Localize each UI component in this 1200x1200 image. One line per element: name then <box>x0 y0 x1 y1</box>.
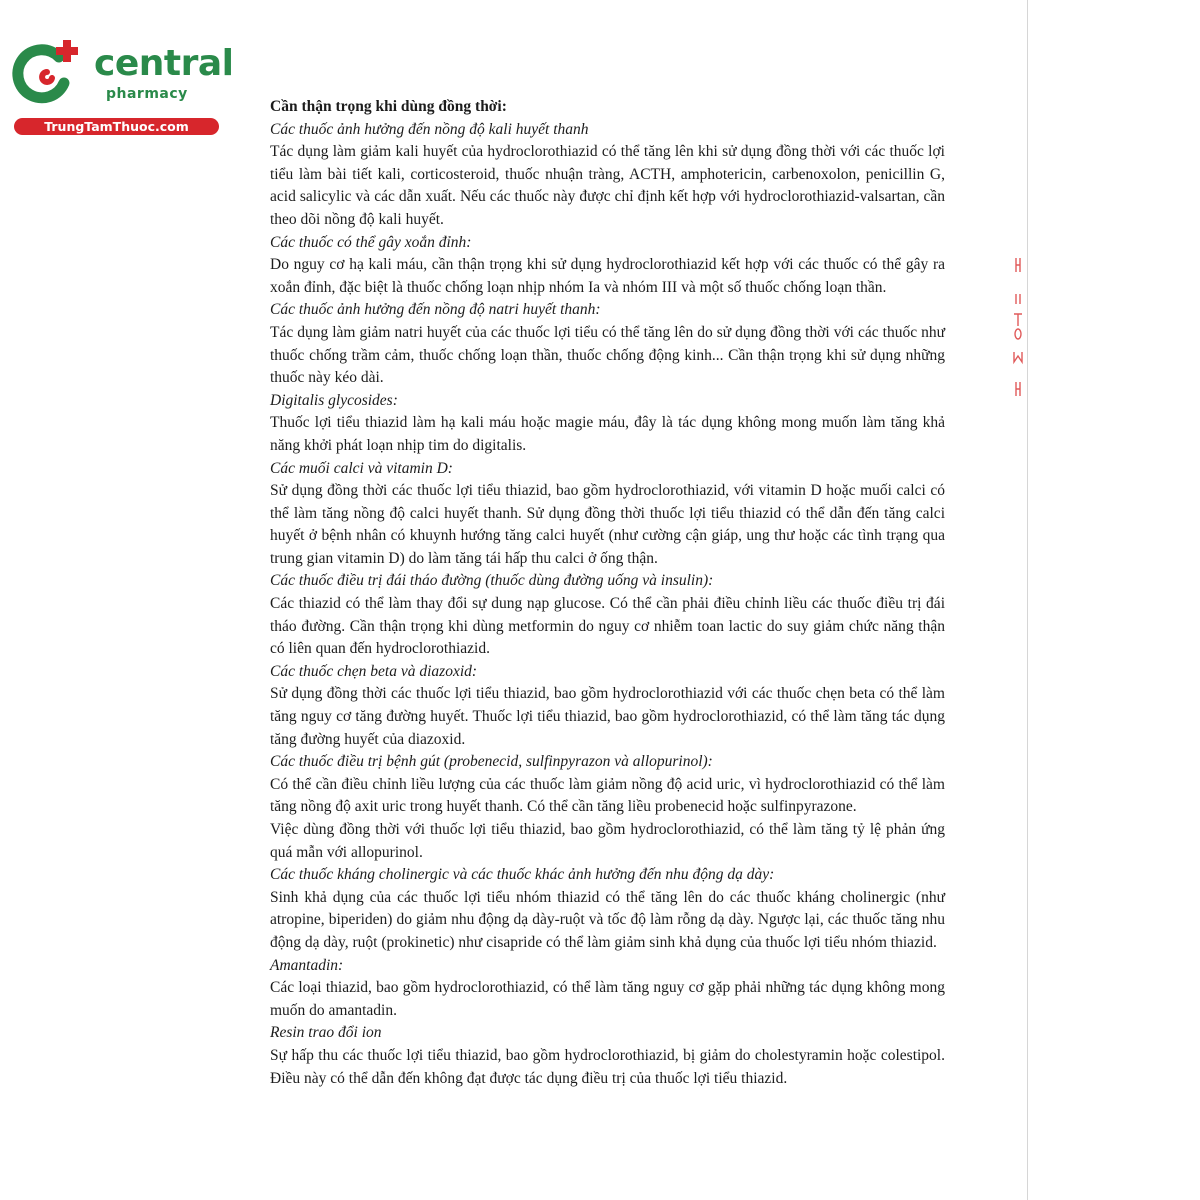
section-paragraph: Sử dụng đồng thời các thuốc lợi tiểu thiazid, bao gồm hydroclorothiazid, với vitamin D hoặc muối calci có thể làm tăng nồng độ calci huyết thanh. Sử dụng đồng thời thuốc lợi tiểu thiazid có thể dẫn đến tăng calci huyết ở bệnh nhân có khuynh hướng tăng calci huyết (như cường cận giáp, ung thư hoặc các tình trạng qua trung gian vitamin D) do làm tăng tái hấp thu calci ở ống thận. <box>270 482 945 567</box>
section-title: Các thuốc ảnh hưởng đến nồng độ kali huyết thanh <box>270 120 589 138</box>
document-heading: Cần thận trọng khi dùng đồng thời: <box>270 98 507 115</box>
brand-url-badge: TrungTamThuoc.com <box>14 118 219 135</box>
section-title: Các thuốc có thể gây xoắn đỉnh: <box>270 233 472 251</box>
section-paragraph: Sử dụng đồng thời các thuốc lợi tiểu thiazid, bao gồm hydroclorothiazid với các thuốc chẹn beta có thể làm tăng nguy cơ tăng đường huyết. Thuốc lợi tiểu thiazid, bao gồm hydroclorothiazid, có thể làm tăng tác dụng tăng đường huyết của diazoxid. <box>270 685 945 748</box>
section-title: Các muối calci và vitamin D: <box>270 459 453 477</box>
section-paragraph: Sự hấp thu các thuốc lợi tiểu thiazid, bao gồm hydroclorothiazid, bị giảm do cholestyramin hoặc colestipol. Điều này có thể dẫn đến không đạt được tác dụng điều trị của thuốc lợi tiểu thiazid. <box>270 1046 945 1087</box>
section-title: Các thuốc ảnh hưởng đến nồng độ natri huyết thanh: <box>270 301 601 319</box>
document-body <box>270 96 945 1090</box>
brand-subtitle: pharmacy <box>106 86 188 102</box>
section-title: Các thuốc chẹn beta và diazoxid: <box>270 662 478 680</box>
section-title: Các thuốc kháng cholinergic và các thuốc khác ảnh hưởng đến nhu động dạ dày: <box>270 866 775 884</box>
section-paragraph: Có thể cần điều chỉnh liều lượng của các thuốc làm giảm nồng độ acid uric, vì hydroclorothiazid có thể làm tăng nồng độ axit uric trong huyết thanh. Có thể cần tăng liều probenecid hoặc sulfinpyrazone. <box>270 775 945 816</box>
section-paragraph: Việc dùng đồng thời với thuốc lợi tiểu thiazid, bao gồm hydroclorothiazid, có thể làm tăng tỷ lệ phản ứng quá mẫn với allopurinol. <box>270 821 945 861</box>
page-edge-line <box>1027 0 1028 1200</box>
section-title: Resin trao đổi ion <box>270 1024 382 1042</box>
pharmacy-cross-logo-icon <box>10 38 80 108</box>
brand-logo <box>10 38 234 138</box>
section-paragraph: Sinh khả dụng của các thuốc lợi tiểu nhóm thiazid có thể tăng lên do các thuốc kháng cholinergic (như atropine, biperiden) do giảm nhu động dạ dày-ruột và tốc độ làm rỗng dạ dày. Ngược lại, các thuốc tăng nhu động dạ dày, ruột (prokinetic) như cisapride có thể làm giảm sinh khả dụng của thuốc lợi tiểu nhóm thiazid. <box>270 888 945 951</box>
section-paragraph: Các thiazid có thể làm thay đổi sự dung nạp glucose. Có thể cần phải điều chỉnh liều các thuốc điều trị đái tháo đường. Cần thận trọng khi dùng metformin do nguy cơ nhiễm toan lactic do suy giảm chức năng thận có liên quan đến hydroclorothiazid. <box>270 595 945 658</box>
section-paragraph: Tác dụng làm giảm kali huyết của hydroclorothiazid có thể tăng lên khi sử dụng đồng thời với các thuốc lợi tiểu làm bài tiết kali, corticosteroid, thuốc nhuận tràng, ACTH, amphotericin, carbenoxolon, penicillin G, acid salicylic và các dẫn xuất. Nếu các thuốc này được chỉ định kết hợp với hydroclorothiazid-valsartan, cần theo dõi nồng độ kali huyết. <box>270 143 945 228</box>
section-title: Digitalis glycosides: <box>270 391 398 409</box>
section-paragraph: Tác dụng làm giảm natri huyết của các thuốc lợi tiểu có thể tăng lên do sử dụng đồng thời với các thuốc như thuốc chống trầm cảm, thuốc chống loạn thần, thuốc chống động kinh... Cần thận trọng khi sử dụng những thuốc này kéo dài. <box>270 323 945 387</box>
section-paragraph: Các loại thiazid, bao gồm hydroclorothiazid, có thể làm tăng nguy cơ gặp phải những tác dụng không mong muốn do amantadin. <box>270 979 945 1019</box>
section-title: Amantadin: <box>270 956 344 974</box>
section-title: Các thuốc điều trị đái tháo đường (thuốc dùng đường uống và insulin): <box>270 572 714 590</box>
brand-name: central <box>94 43 234 84</box>
section-title: Các thuốc điều trị bệnh gút (probenecid, sulfinpyrazon và allopurinol): <box>270 753 713 771</box>
red-stamp-marks-icon <box>1008 256 1028 406</box>
section-paragraph: Do nguy cơ hạ kali máu, cần thận trọng khi sử dụng hydroclorothiazid kết hợp với các thuốc có thể gây ra xoắn đỉnh, đặc biệt là thuốc chống loạn nhịp nhóm Ia và nhóm III và một số thuốc chống loạn thần. <box>270 256 945 296</box>
section-paragraph: Thuốc lợi tiểu thiazid làm hạ kali máu hoặc magie máu, đây là tác dụng không mong muốn làm tăng khả năng khởi phát loạn nhịp tim do digitalis. <box>270 414 945 454</box>
